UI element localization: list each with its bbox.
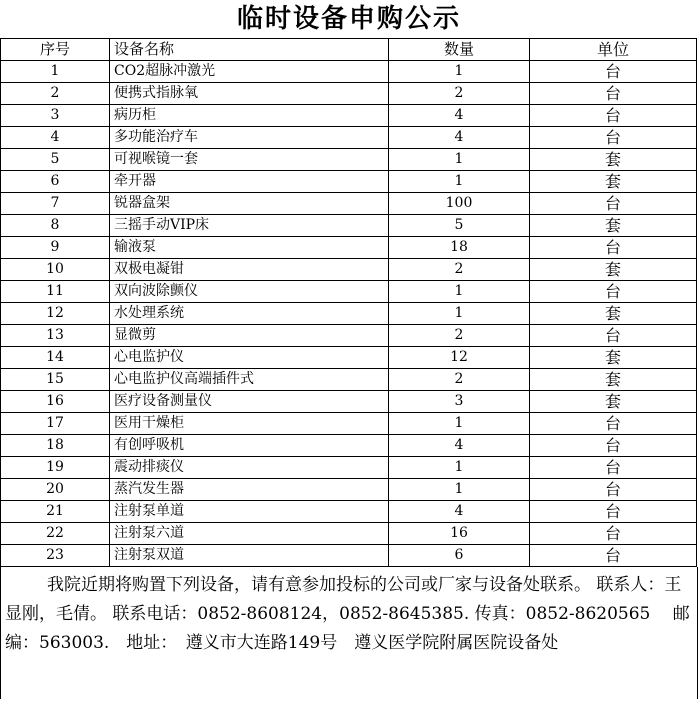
cell-name: 病历柜 (110, 105, 389, 127)
table-body (1, 61, 697, 567)
table-row (1, 259, 697, 281)
cell-unit: 台 (530, 281, 697, 303)
cell-unit: 套 (530, 215, 697, 237)
table-row (1, 105, 697, 127)
cell-unit: 套 (530, 369, 697, 391)
cell-qty: 5 (389, 215, 530, 237)
table-row (1, 501, 697, 523)
cell-name: 牵开器 (110, 171, 389, 193)
cell-name: 有创呼吸机 (110, 435, 389, 457)
cell-qty: 2 (389, 369, 530, 391)
cell-no: 21 (1, 501, 110, 523)
cell-no: 15 (1, 369, 110, 391)
table-row (1, 479, 697, 501)
table-row (1, 281, 697, 303)
cell-qty: 100 (389, 193, 530, 215)
cell-no: 22 (1, 523, 110, 545)
cell-name: 便携式指脉氧 (110, 83, 389, 105)
page-title: 临时设备申购公示 (236, 4, 461, 34)
cell-unit: 台 (530, 61, 697, 83)
cell-no: 4 (1, 127, 110, 149)
cell-qty: 4 (389, 105, 530, 127)
cell-unit: 套 (530, 347, 697, 369)
cell-unit: 套 (530, 259, 697, 281)
cell-qty: 2 (389, 259, 530, 281)
cell-no: 10 (1, 259, 110, 281)
table-row (1, 83, 697, 105)
table-row (1, 149, 697, 171)
table-row (1, 523, 697, 545)
table-row (1, 347, 697, 369)
cell-name: 医疗设备测量仪 (110, 391, 389, 413)
cell-name: 三摇手动VIP床 (110, 215, 389, 237)
cell-unit: 套 (530, 149, 697, 171)
header-unit: 单位 (530, 39, 697, 61)
cell-name: 多功能治疗车 (110, 127, 389, 149)
table-row (1, 127, 697, 149)
cell-qty: 4 (389, 501, 530, 523)
cell-name: 水处理系统 (110, 303, 389, 325)
cell-qty: 2 (389, 325, 530, 347)
cell-qty: 4 (389, 127, 530, 149)
cell-qty: 1 (389, 61, 530, 83)
cell-no: 17 (1, 413, 110, 435)
cell-name: 注射泵六道 (110, 523, 389, 545)
cell-qty: 6 (389, 545, 530, 567)
cell-unit: 台 (530, 105, 697, 127)
cell-qty: 16 (389, 523, 530, 545)
cell-no: 3 (1, 105, 110, 127)
cell-qty: 4 (389, 435, 530, 457)
table-row (1, 171, 697, 193)
cell-qty: 1 (389, 303, 530, 325)
table-row (1, 325, 697, 347)
cell-unit: 台 (530, 479, 697, 501)
cell-qty: 3 (389, 391, 530, 413)
cell-name: 心电监护仪高端插件式 (110, 369, 389, 391)
table-header-row (1, 39, 697, 61)
cell-qty: 1 (389, 149, 530, 171)
table-row (1, 303, 697, 325)
table-row (1, 435, 697, 457)
cell-no: 23 (1, 545, 110, 567)
cell-no: 16 (1, 391, 110, 413)
table-row (1, 369, 697, 391)
cell-unit: 台 (530, 237, 697, 259)
cell-name: 医用干燥柜 (110, 413, 389, 435)
cell-name: 注射泵单道 (110, 501, 389, 523)
table-row (1, 237, 697, 259)
table-row (1, 545, 697, 567)
table-row (1, 61, 697, 83)
cell-no: 8 (1, 215, 110, 237)
table-row (1, 193, 697, 215)
equipment-table (0, 38, 697, 567)
cell-qty: 18 (389, 237, 530, 259)
cell-name: 蒸汽发生器 (110, 479, 389, 501)
cell-unit: 套 (530, 303, 697, 325)
cell-unit: 台 (530, 193, 697, 215)
cell-qty: 12 (389, 347, 530, 369)
cell-qty: 1 (389, 479, 530, 501)
cell-no: 14 (1, 347, 110, 369)
cell-unit: 台 (530, 83, 697, 105)
table-row (1, 215, 697, 237)
cell-no: 7 (1, 193, 110, 215)
cell-unit: 台 (530, 457, 697, 479)
table-row (1, 457, 697, 479)
cell-no: 2 (1, 83, 110, 105)
header-name: 设备名称 (110, 39, 389, 61)
cell-qty: 2 (389, 83, 530, 105)
table-row (1, 391, 697, 413)
notice-paragraph: 我院近期将购置下列设备，请有意参加投标的公司或厂家与设备处联系。 联系人：王显刚，毛倩。 联系电话：0852-8608124，0852-8645385. 传真：0852-8620565 邮编：563003. 地址： 遵义市大连路149号 遵义医学院附属医院设备处 (0, 567, 698, 699)
cell-name: 震动排痰仪 (110, 457, 389, 479)
cell-name: 注射泵双道 (110, 545, 389, 567)
cell-no: 12 (1, 303, 110, 325)
cell-unit: 台 (530, 523, 697, 545)
cell-no: 1 (1, 61, 110, 83)
cell-name: 心电监护仪 (110, 347, 389, 369)
cell-name: CO2超脉冲激光 (110, 61, 389, 83)
table-row (1, 413, 697, 435)
cell-name: 显微剪 (110, 325, 389, 347)
cell-qty: 1 (389, 171, 530, 193)
cell-qty: 1 (389, 413, 530, 435)
header-no: 序号 (1, 39, 110, 61)
cell-unit: 台 (530, 545, 697, 567)
cell-qty: 1 (389, 457, 530, 479)
cell-no: 18 (1, 435, 110, 457)
header-qty: 数量 (389, 39, 530, 61)
cell-name: 可视喉镜一套 (110, 149, 389, 171)
cell-no: 13 (1, 325, 110, 347)
cell-name: 双极电凝钳 (110, 259, 389, 281)
cell-no: 11 (1, 281, 110, 303)
cell-unit: 台 (530, 127, 697, 149)
cell-name: 锐器盒架 (110, 193, 389, 215)
cell-unit: 台 (530, 501, 697, 523)
cell-no: 19 (1, 457, 110, 479)
cell-no: 20 (1, 479, 110, 501)
cell-name: 输液泵 (110, 237, 389, 259)
cell-unit: 台 (530, 435, 697, 457)
cell-no: 5 (1, 149, 110, 171)
cell-unit: 套 (530, 171, 697, 193)
cell-unit: 台 (530, 413, 697, 435)
cell-no: 9 (1, 237, 110, 259)
cell-qty: 1 (389, 281, 530, 303)
cell-unit: 台 (530, 325, 697, 347)
cell-name: 双向波除颤仪 (110, 281, 389, 303)
cell-no: 6 (1, 171, 110, 193)
cell-unit: 套 (530, 391, 697, 413)
